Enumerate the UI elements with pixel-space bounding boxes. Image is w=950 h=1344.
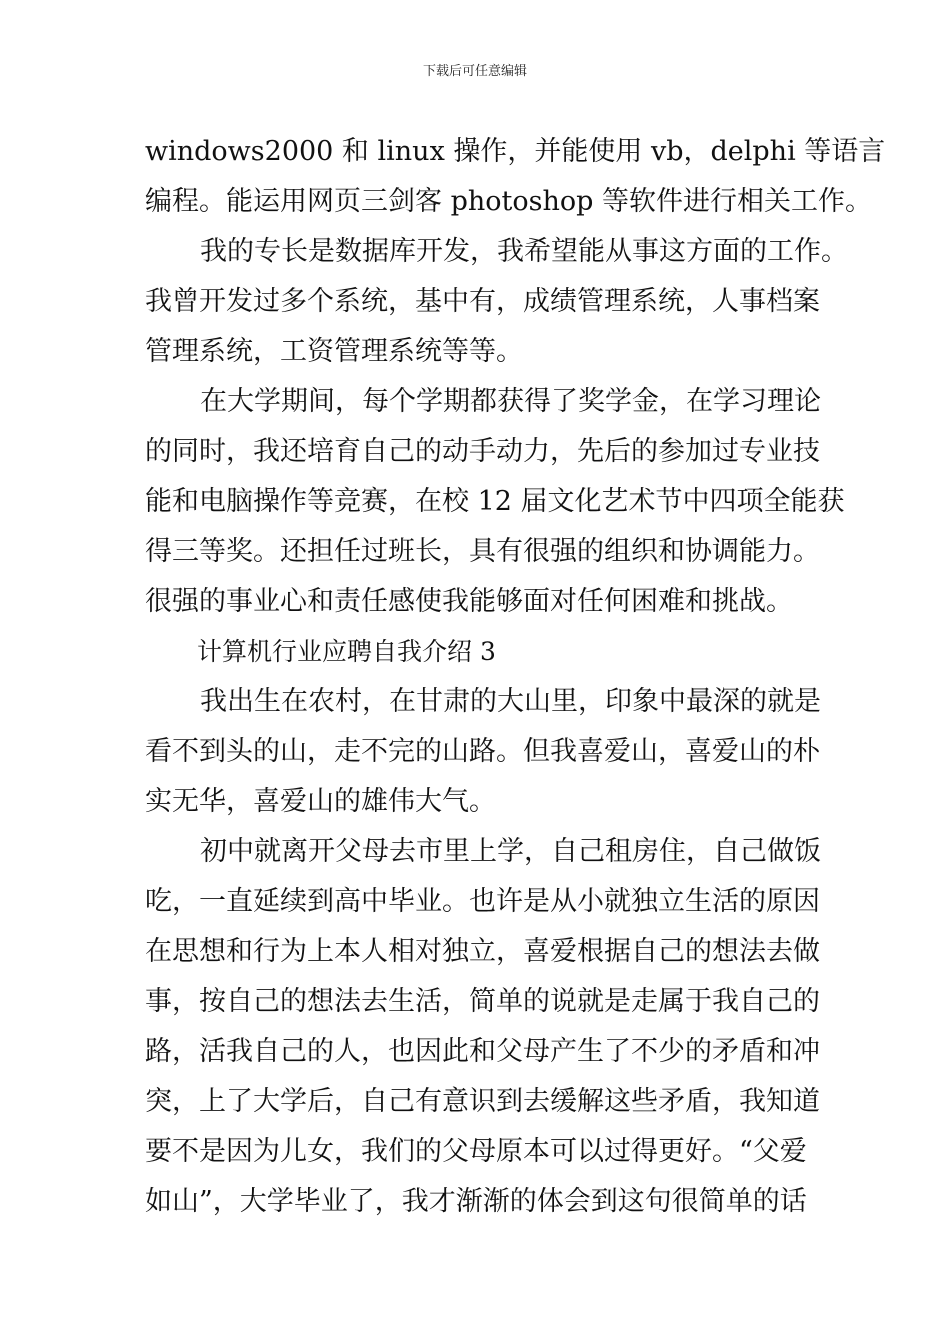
text-line: 的同时，我还培育自己的动手动力，先后的参加过专业技: [145, 436, 820, 467]
text-line: 吃，一直延续到高中毕业。也许是从小就独立生活的原因: [145, 886, 820, 917]
text-line: 突，上了大学后，自己有意识到去缓解这些矛盾，我知道: [145, 1086, 820, 1117]
text-line: 在思想和行为上本人相对独立，喜爱根据自己的想法去做: [145, 936, 820, 967]
document-body: [145, 127, 886, 1227]
text-line: 实无华，喜爱山的雄伟大气。: [145, 786, 496, 817]
section-heading: 计算机行业应聘自我介绍 3: [197, 637, 496, 666]
text-line: 如山”，大学毕业了，我才渐渐的体会到这句很简单的话: [145, 1186, 807, 1217]
text-line: 管理系统，工资管理系统等等。: [145, 336, 523, 367]
text-line: 能和电脑操作等竞赛，在校 12 届文化艺术节中四项全能获: [145, 486, 845, 517]
text-line: 得三等奖。还担任过班长，具有很强的组织和协调能力。: [145, 536, 820, 567]
paragraph-start-line: 在大学期间，每个学期都获得了奖学金，在学习理论: [200, 386, 821, 417]
text-line: 很强的事业心和责任感使我能够面对任何困难和挑战。: [145, 586, 793, 617]
paragraph-start-line: 我的专长是数据库开发，我希望能从事这方面的工作。: [200, 236, 848, 267]
paragraph-start-line: 我出生在农村，在甘肃的大山里，印象中最深的就是: [200, 686, 821, 717]
text-line: 路，活我自己的人，也因此和父母产生了不少的矛盾和冲: [145, 1036, 820, 1067]
text-line: 编程。能运用网页三剑客 photoshop 等软件进行相关工作。: [145, 186, 872, 217]
paragraph-start-line: 初中就离开父母去市里上学，自己租房住，自己做饭: [200, 836, 821, 867]
text-line: 要不是因为儿女，我们的父母原本可以过得更好。“父爱: [145, 1136, 807, 1167]
text-line: 事，按自己的想法去生活，简单的说就是走属于我自己的: [145, 986, 820, 1017]
text-line: 看不到头的山，走不完的山路。但我喜爱山，喜爱山的朴: [145, 736, 820, 767]
text-line: 我曾开发过多个系统，基中有，成绩管理系统，人事档案: [145, 286, 820, 317]
page-header: 下载后可任意编辑: [422, 64, 527, 79]
text-line: windows2000 和 linux 操作，并能使用 vb，delphi 等语言: [145, 136, 886, 167]
